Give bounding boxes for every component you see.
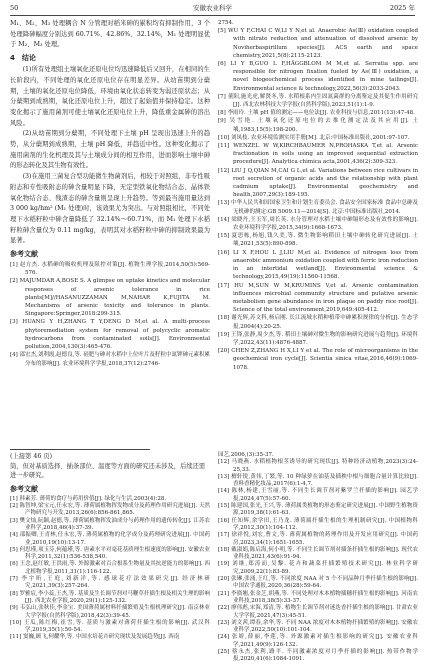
continued-label — [10, 452, 210, 481]
reference-entry: [12] LIU J Q,QIAN M,CAI G L,et al. Variations between rice cultivars in root secretion of organic acids and the relationship with plant cadmium uptake[J]. Environmental geochemistry and health,2007,29(3):189-195. — [218, 167, 418, 199]
reference-entry: [24] 张娇,薛丽,李莲,等. 外源激素对插生根影响的研究[J]. 安徽农业科学,2021,49(9):126-132. — [218, 634, 418, 648]
reference-entry: [3] 樊文灿,阮颖,赵德,等. 薄荷属植物挥发油成分与药理作用的遗传转化[J]. 江苏农业科学,2018,46(4):37-39. — [10, 517, 210, 531]
reference-entry: [10] 王瓜,陈红梅,崔雪,等. 基质与激素对薄荷扦插生根的影响[J]. 武汉科学,2019,35(1):50-54. — [10, 619, 210, 634]
reference-entry: [5] 何思瑾,项玉芬,何蕴瑾,等. 唐素水平对毫花基质理生根速度的影响[J]. 安徽农业科学,2011,32(1):536-538,540. — [10, 546, 210, 561]
issue-year: 2025 年 — [389, 4, 415, 12]
continued-text: 筒，但对基质选择、插条部位、温度等方面的研究还未涉及，后续还需进一步研究。 — [10, 462, 206, 480]
reference-entry: [1] 韩素芳. 薄荷的食疗与药用价值[J]. 绿化与生活,2003(4):28. — [10, 495, 167, 502]
body-paragraph: (1)所有处理组土壤氧化还原电位均迅速降低后又回升，在相同的生长阶段内，不同处理的氧化还原电位存在明显差异。从幼苗期到分蘖期，土壤的氧化还原电位降低，环境由氧化状态转变为弱还原状态；从分蘖期到成熟期，氧化还原电位上升，超过了起始值并保持稳定。这种变化揭示了施用菌剂可使土壤氧化还原电位上升，降低重金属砷的溶出风险。 — [10, 66, 210, 127]
reference-entry: [18] 戴淑娟,陈启海,何小明,等. 不同生长调节剂对插条扦插生根的影响[J]. 现代农业科技,2021,43(6):91-94. — [218, 546, 418, 561]
reference-entry: [13] 檀轩锐,黄伟,丁繁,等. 10 种绿萝在油基及插秧中根与细胞合量计算比较[J]. 香料香精化妆品,2017(6):1-4,7. — [218, 473, 418, 488]
reference-entry: [8] 李雨玲. 土壤 pH 值的测定——电位法[J]. 农业科技与信息,2011(13):47-48. — [218, 110, 415, 117]
reference-entry: [18] 谢光辉,苏文科,杨启刚. 长江流域水稻种植带中砷累积规律的分析[J]. 生态学报,2004(4):20-25. — [218, 315, 418, 330]
body-paragraph: (2)从幼苗期到分蘖期，不同处理下土壤 pH 呈现出迅速上升的趋势，从分蘖期到成熟期，土壤 pH 降低，并趋近中性。这种变化揭示了施用菌剂的生化机理及其与土壤成分间的相互作用，进而影响土壤中砷的形态转化及其生物有效性。 — [10, 130, 210, 170]
reference-entry: [16] 任知辉,余学田,王乃龙. 薄荷属扦插生根的生理机制研究[J]. 中国植物科学,2012,30(1):104-112. — [218, 517, 418, 531]
body-paragraph: (3)在施用三菌复合型功能微生物菌剂后，相较于对照组，非专性吸附态和专性吸附态的砷含量明显下降，无定型铁氧化物结合态、晶体铁氧化物结合态、残渣态的砷含量则呈现上升趋势。等到最当施用量达到 3 000 kg/hm² (M₁ 处理)时，该效果尤为突出。与对照组相比，不同处理下水稻籽粒中砷含量降低了 32.14%～60.71%，而 M₁ 处理下水稻籽粒砷含量仅为 0.11 mg/kg，表明其对水稻籽粒中砷的抑制效果最为显著。 — [10, 173, 210, 245]
reference-list-bottom-left — [10, 496, 210, 642]
reference-entry: [2] 陈智坤,梁宝元,任永宏,等. 薄荷属植物挥发物成分及药理作用研究进展[J]. 天然产物研究与开发,2013,26(6):856-861,865. — [10, 503, 210, 517]
reference-entry: [23] 刘文茜,谭春,余华,等. 不同 NAA 浓度对木本植物扦插繁殖的影响[J]. 安徽农业科学,2022,50(10):101-104. — [218, 619, 418, 634]
reference-entry: [8] 罗雅宸,李小蕊,王杰,等. 基质及生长调节剂对马鞭草扦插生根及相关生理的影响[J]. 西北农业学报,2020,29(1):125-132. — [10, 590, 210, 604]
reference-entry: [11] 窦巍,顾飞,何耀华,等. 中国水培花卉研究现状及发展趋势[J]. 西南 — [10, 634, 180, 641]
reference-entry: [4] 邵振卿,王青林,任永宏,等. 薄荷属植物的化学成分及药理研究进展[J]. 中国药业,2010,19(10):13-17. — [10, 532, 210, 546]
reference-entry: [16] LI X F,HOU L J,LIU M,et al. Evidence of nitrogen loss from anaerobic ammonium oxidation coupled with ferric iron reduction in an intertidal wetland[J]. Environmental science & technology,2015,49(19):11560-11568. — [218, 249, 418, 281]
left-column-top — [10, 19, 210, 447]
section-heading: 4 结论 — [10, 54, 36, 63]
reference-entry: 园艺,2006,(3):35-37. — [218, 452, 274, 458]
reference-entry: [20] 张琳,张涌,王红,等. 不同浓度 NAA 对 5 个不同品种月季扦插生根的影响[J]. 中国农学通报,2020,36(28):59-64. — [218, 576, 418, 590]
reference-entry: [15] 夏思栋,杨旭,钱久美,等. 微生物影响稻田土壤中砷转化研究进展[J]. 土壤,2021,53(5):890-898. — [218, 233, 418, 248]
left-column-bottom — [10, 452, 210, 641]
reference-entry: [7] 董阳,施光虎,解贤冬,等. 水稻根系内生固氮菌群的分离鉴定及其促生作用研究[J]. 西北农林科技大学学报(自然科学版),2023,51(1):1-9. — [218, 93, 418, 109]
reference-list-left — [10, 261, 210, 368]
body-paragraph: M₁、M₂、M₃ 处理耦合 N 分管理对稻米砷的累积均有抑制作用，3 个处理降砷幅度分别达到 60.71%、42.86%、32.14%，M₁ 处理明显优于 M₂、M₃ 处理。 — [10, 20, 210, 49]
reference-list-right — [218, 19, 418, 372]
reference-entry: [1] 赵方杰. 水稻砷的吸收机理及阻控对策[J]. 植物生理学报,2014,50(5):569-576. — [10, 262, 210, 277]
reference-entry: [9] 吴雪艳. 土壤氧化还原电位的去推化测定法及其应用[J]. 土壤,1983,15(5):198-200. — [218, 118, 418, 133]
reference-entry: [14] 陈林,杨建,王雪丽,等. 不同生长调节剂对紫罗兰扦插的影响[J]. 园艺学报,2024,47(5):57-60. — [218, 488, 418, 502]
journal-name: 安徽农业科学 — [193, 4, 232, 12]
reference-list-bottom-right — [218, 452, 418, 664]
reference-entry: 2754. — [218, 20, 234, 26]
reference-entry: [12] 马晓燕. 水稻植物根茎诱导的研究现状[J]. 特种经济动植物,2023(3):24-25,33. — [218, 459, 418, 473]
reference-entry: [6] 王念,赵红敏,王洪雨,等. 外源激素对百合根系生物量及其抗逆能力的影响[J]. 西北植物学报,2011,31(1):116-122. — [10, 561, 210, 575]
reference-entry: [2] MAJUMDAR A,BOSE S. A glimpse on uptake kinetics and molecular responses of arsenic tolerance in rice plants[M]//HASANUZZAMAN M,NAHAR K,FUJITA M. Mechanisms of arsenic toxicity and tolerance in plants. Singapore:Springer,2018:299-315. — [10, 278, 210, 318]
references-heading: 参考文献 — [10, 250, 38, 259]
reference-entry: [25] 蔡永杰,张利,路平. 不同激素浓度对月季扦插的影响[J]. 热带作物学报,2020,41(6):1084-1091. — [218, 649, 418, 663]
page-number: 50 — [10, 4, 19, 12]
reference-entry: [3] HUANG Y H,ZHANG T Y,DENG D M,et al. A multi-process phytoremediation system for removal of polycyclic aromatic hydrocarbons from contaminated soils[J]. Environmental pollution,2004,130(3):465-476. — [10, 319, 210, 351]
reference-entry: [21] 李旖翘,张金芝,胡燕,等. 不同处理对木本植物插穗扦插生根的影响[J]. 河南农业科技,2018,38(5):33-37. — [218, 590, 418, 604]
reference-entry: [17] HU M,SUN W M,KRUMINS V,et al. Arsenic contamination influences microbial community structure and putative arsenic metabolism gene abundance in iron plaque on paddy rice root[J]. Science of the total environment,2019,649:405-412. — [218, 282, 418, 314]
reference-entry: [9] 韦弘山,张秋佳,李金宝. 美国薄荷属材料扦插繁殖及生根机理研究[J]. 南京林业大学学报(自然科学版),2018,42(3):39-45. — [10, 605, 210, 619]
continued-marker: (上接第 46 页) — [10, 453, 53, 460]
reference-entry: [13] 中华人民共和国国家卫生和计划生育委员会. 食品安全国家标准 食品中总砷及无机砷的测定:GB 5009.11—2014[S]. 北京:中国标准出版社,2014. — [218, 200, 418, 215]
right-column-top — [218, 19, 418, 447]
reference-entry: [11] WENZEL W W,KIRCHBAUMER N,PROHASKA T,et al. Arsenic fractionation in soils using an improved sequential extraction procedure[J]. Analytica chimica acta,2001,436(2):309-323. — [218, 143, 418, 166]
reference-entry: [4] 邵宏杰,刘利霞,赵德良,等. 硅肥与砷对水稻中上位叶片及籽粒中氮钾砷元素积累分布的影响[J]. 农业环境科学学报,2018,37(12):2746- — [10, 352, 210, 367]
reference-entry: [10] 刘凤枝. 农业环境监测实用手册[M]. 北京:中国标准出版社,2001:97-107. — [218, 134, 410, 141]
reference-entry: [17] 徐祥悦,刘宏,曹文,等. 薄荷属植物的药理作用及开发应用研究[J]. 中国药房,2023,34(1):1651-1655. — [218, 532, 418, 546]
reference-entry: [7] 李宇昕,王庭,刘新洋,等. 感球花疗法效果研究[J]. 经济林研究,2021,39(3):257-264. — [10, 576, 210, 590]
reference-entry: [15] 陈建国,张光,王兴,等. 薄荷属类植物的形态鉴定研究进展[J]. 中国野生植物资源,2019,38(1):61-63. — [218, 503, 418, 517]
page-divider-rule — [10, 449, 150, 450]
reference-entry: [22] 廖伟彪,宋海,郑清,等. 植物生长调节剂对迷迭香扦插生根的影响[J]. 甘肃农业大学学报,2021,47(3):45-51. — [218, 605, 418, 619]
running-header — [10, 3, 415, 16]
right-column-bottom — [218, 452, 418, 663]
reference-entry: [19] 刘继,郑涛而,吴黎. 花卉和蔬菜扦插繁殖技术研究[J]. 林业科学研究,2009,22(1):83-89. — [218, 561, 418, 575]
reference-entry: [6] LI Y B,GUO L F,HÄGGBLOM M M,et al. Serratia spp. are responsible for nitrogen fixation fueled by As(Ⅲ) oxidation, a novel biogeochemical process identified in mine tailings[J]. Environmental science & technology,2022,56(3):2033-2043. — [218, 61, 418, 92]
reference-entry: [19] 王锋,张静,周少杰,等. 稻田土壤砷对微生物的影响研究进展与趋势[J]. 环境科学,2022,43(11):4876-4887. — [218, 331, 418, 346]
reference-entry: [14] 梁晓丹,王玉军,周长英. 水分管理对水稻土壤中砷镉形态及有效性的影响[J]. 农业环境科学学报,2015,34(9):1668-1673. — [218, 216, 418, 232]
references-heading-bottom: 参考文献 — [10, 484, 38, 493]
reference-entry: [5] WU Y F,CHAI C W,LI Y N,et al. Anaerobic As(Ⅲ) oxidation coupled with nitrate reduction and attenuation of dissolved arsenic by Noviherbaspirillum species[J]. ACS earth and space chemistry,2021,5(8):2115-2123. — [218, 28, 418, 59]
reference-entry: [20] CHEN Z,ZHANG H X,LI Y et al. The role of microorganisms in the geochemical iron cycle[J]. Scientia sinica vitae,2016,46(9):1069-1078. — [218, 348, 418, 371]
